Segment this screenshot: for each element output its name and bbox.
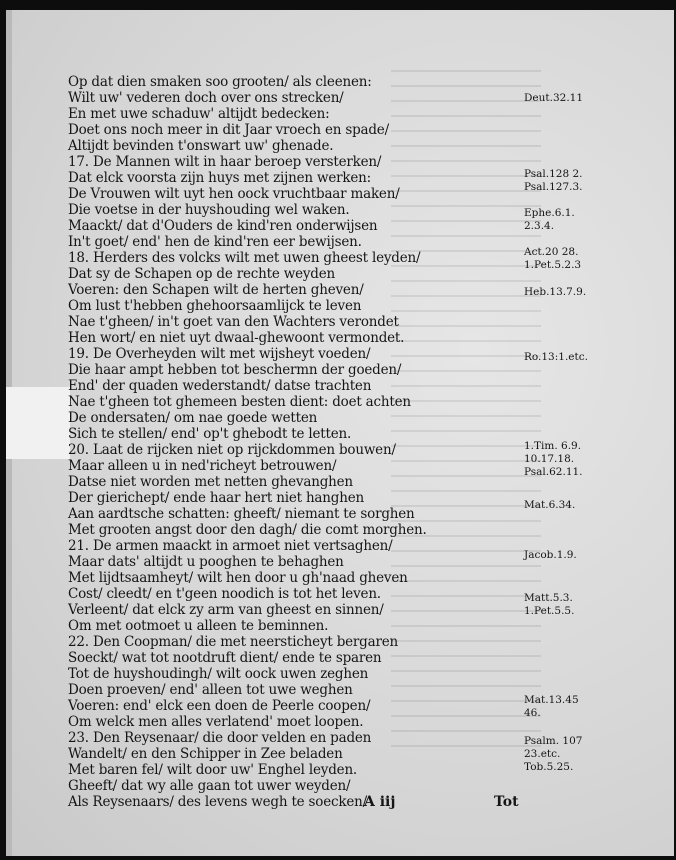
margin-reference: Deut.32.11	[524, 92, 584, 104]
text-line: Doet ons noch meer in dit Jaar vroech en spade/	[68, 122, 389, 138]
text-line: 21. De armen maackt in armoet niet vertsaghen/	[68, 538, 393, 554]
text-line: Nae t'gheen tot ghemeen besten dient: doet achten	[68, 394, 411, 410]
text-line: Maackt/ dat d'Ouders de kind'ren onderwijsen	[68, 218, 378, 234]
margin-reference: Tob.5.25.	[524, 761, 574, 773]
text-line: Hen wort/ en niet uyt dwaal-ghewoont vermondet.	[68, 330, 405, 346]
text-line: 23. Den Reysenaar/ die door velden en paden	[68, 730, 372, 746]
text-line: Om welck men alles verlatend' moet loopen.	[68, 714, 364, 730]
margin-reference: 1.Pet.5.5.	[524, 605, 575, 617]
text-line: 19. De Overheyden wilt met wijsheyt voeden/	[68, 346, 371, 362]
margin-reference: 23.etc.	[524, 748, 561, 760]
text-line: Met baren fel/ wilt door uw' Enghel leyden.	[68, 762, 358, 778]
margin-reference: Jacob.1.9.	[524, 549, 577, 561]
margin-reference: Psal.127.3.	[524, 181, 583, 193]
text-line: Dat elck voorsta zijn huys met zijnen werken:	[68, 170, 371, 186]
text-line: Die haar ampt hebben tot beschermn der goeden/	[68, 362, 402, 378]
text-line: De Vrouwen wilt uyt hen oock vruchtbaar maken/	[68, 186, 400, 202]
text-line: 17. De Mannen wilt in haar beroep versterken/	[68, 154, 382, 170]
margin-reference: Heb.13.7.9.	[524, 286, 587, 298]
text-line: Met grooten angst door den dagh/ die comt morghen.	[68, 522, 427, 538]
page	[6, 10, 674, 856]
margin-reference: 1.Pet.5.2.3	[524, 259, 582, 271]
text-line: Gheeft/ dat wy alle gaan tot uwer weyden/	[68, 778, 351, 794]
margin-reference: Ephe.6.1.	[524, 207, 575, 219]
text-line: Der gierichept/ ende haar hert niet hanghen	[68, 490, 365, 506]
margin-reference: 10.17.18.	[524, 453, 575, 465]
signature-mark: A iij	[364, 794, 396, 810]
text-line: Als Reysenaars/ des levens wegh te soecken/	[68, 794, 367, 810]
text-line: Voeren: den Schapen wilt de herten gheven/	[68, 282, 364, 298]
text-line: Met lijdtsaamheyt/ wilt hen door u gh'naad gheven	[68, 570, 408, 586]
margin-reference: 46.	[524, 707, 541, 719]
text-line: Altijdt bevinden t'onswart uw' ghenade.	[68, 138, 334, 154]
text-line: Dat sy de Schapen op de rechte weyden	[68, 266, 336, 282]
catchword: Tot	[494, 794, 519, 810]
text-line: Om met ootmoet u alleen te beminnen.	[68, 618, 329, 634]
margin-reference: Psal.128 2.	[524, 168, 583, 180]
text-line: En met uwe schaduw' altijdt bedecken:	[68, 106, 330, 122]
paper-slip	[6, 387, 70, 459]
margin-reference: Psalm. 107	[524, 735, 583, 747]
text-line: End' der quaden wederstandt/ datse trachten	[68, 378, 372, 394]
text-line: Soeckt/ wat tot nootdruft dient/ ende te sparen	[68, 650, 382, 666]
margin-reference: Mat.6.34.	[524, 499, 576, 511]
margin-reference: Ro.13:1.etc.	[524, 351, 588, 363]
text-line: Maar alleen u in ned'richeyt betrouwen/	[68, 458, 337, 474]
text-line: Wandelt/ en den Schipper in Zee beladen	[68, 746, 343, 762]
text-line: Tot de huyshoudingh/ wilt oock uwen zeghen	[68, 666, 369, 682]
text-line: Op dat dien smaken soo grooten/ als cleenen:	[68, 74, 372, 90]
margin-reference: 2.3.4.	[524, 220, 555, 232]
text-line: Die voetse in der huyshouding wel waken.	[68, 202, 350, 218]
text-line: In't goet/ end' hen de kind'ren eer bewijsen.	[68, 234, 362, 250]
text-line: 18. Herders des volcks wilt met uwen gheest leyden/	[68, 250, 421, 266]
margin-reference: Act.20 28.	[524, 246, 579, 258]
text-line: Voeren: end' elck een doen de Peerle coopen/	[68, 698, 371, 714]
text-line: Sich te stellen/ end' op't ghebodt te letten.	[68, 426, 352, 442]
margin-reference: Mat.13.45	[524, 694, 579, 706]
text-line: Cost/ cleedt/ en t'geen noodich is tot het leven.	[68, 586, 381, 602]
margin-reference: Psal.62.11.	[524, 466, 583, 478]
text-line: Datse niet worden met netten ghevanghen	[68, 474, 353, 490]
margin-reference: Matt.5.3.	[524, 592, 573, 604]
text-line: Wilt uw' vederen doch over ons strecken/	[68, 90, 344, 106]
text-line: De ondersaten/ om nae goede wetten	[68, 410, 318, 426]
text-line: Maar dats' altijdt u pooghen te behaghen	[68, 554, 344, 570]
show-through-text	[391, 70, 541, 760]
text-line: Nae t'gheen/ in't goet van den Wachters verondet	[68, 314, 399, 330]
text-line: 20. Laat de rijcken niet op rijckdommen bouwen/	[68, 442, 396, 458]
text-line: Om lust t'hebben ghehoorsaamlijck te leven	[68, 298, 362, 314]
text-line: Verleent/ dat elck zy arm van gheest en sinnen/	[68, 602, 384, 618]
text-line: Aan aardtsche schatten: gheeft/ niemant te sorghen	[68, 506, 415, 522]
text-line: Doen proeven/ end' alleen tot uwe weghen	[68, 682, 353, 698]
text-line: 22. Den Coopman/ die met neersticheyt bergaren	[68, 634, 399, 650]
margin-reference: 1.Tim. 6.9.	[524, 440, 582, 452]
